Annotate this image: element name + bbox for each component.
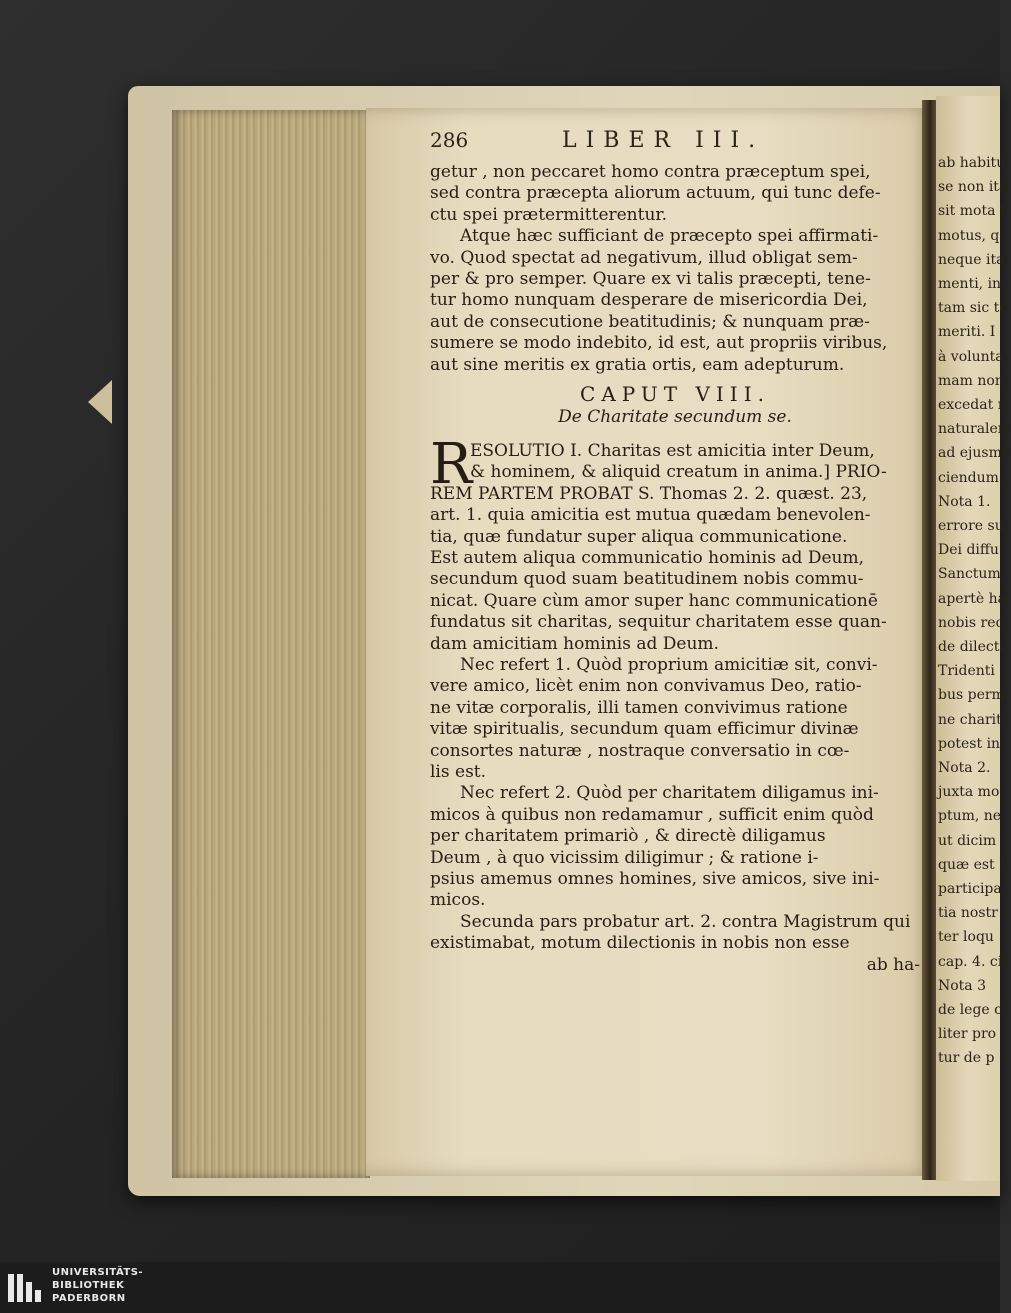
text-line: existimabat, motum dilectionis in nobis non esse [430,933,850,954]
facing-page-line: de dilecti [938,639,1004,655]
page-text [430,162,920,976]
facing-page-line: ab habitu [938,155,1006,171]
facing-page-line: sit mota t [938,203,1006,220]
facing-page-line: ptum, ne [938,808,1002,825]
facing-page-line: menti, in [938,276,1002,292]
facing-page-line: neque ita [938,251,1005,268]
text-line: consortes naturæ , nostraque conversatio in cœ- [430,740,850,761]
facing-page-line: bus perm [938,687,1005,704]
facing-page-line: Dei diffu [938,542,999,559]
facing-page-line: Nota 2. [938,760,991,776]
text-line: aut sine meritis ex gratia ortis, eam adepturum. [430,354,845,375]
text-line: Nec refert 2. Quòd per charitatem diligamus ini- [460,783,879,804]
facing-page-line: excedat n [938,397,1007,413]
logo-line: BIBLIOTHEK [52,1280,125,1291]
running-title: LIBER III. [562,128,765,153]
text-line: REM PARTEM PROBAT S. Thomas 2. 2. quæst. 23, [430,483,868,504]
text-line: vere amico, licèt enim non convivamus Deo, ratio- [430,676,862,697]
page-stack-edge [172,110,370,1178]
logo-line: PADERBORN [52,1293,126,1304]
facing-page-line: Tridenti [938,663,995,680]
facing-page-line: de lege c [938,1002,1002,1018]
library-logo-icon [6,1268,46,1308]
text-line: vo. Quod spectat ad negativum, illud obligat sem- [430,247,858,268]
facing-page-line: cap. 4. cir [938,953,1009,970]
text-line: art. 1. quia amicitia est mutua quædam benevolen- [430,505,871,526]
text-line: micos. [430,890,486,911]
paragraph-nec-refert-1 [430,655,920,783]
text-line: Deum , à quo vicissim diligimur ; & ratione i- [430,847,819,868]
facing-page-line: tam sic to [938,300,1008,317]
facing-page-line: ter loqu [938,929,994,946]
catchword: ab ha- [866,954,920,975]
facing-page-fragment [936,96,1011,1181]
text-line: ne vitæ corporalis, illi tamen convivimus ratione [430,697,848,718]
text-line: micos à quibus non redamamur , sufficit enim quòd [430,804,874,825]
text-line: tia, quæ fundatur super aliqua communicatione. [430,526,848,547]
facing-page-line: ciendum. [938,469,1004,486]
text-line: dam amicitiam hominis ad Deum. [430,633,719,654]
text-line: sumere se modo indebito, id est, aut propriis viribus, [430,333,888,354]
text-line: secundum quod suam beatitudinem nobis commu- [430,569,864,590]
text-line: & hominem, & aliquid creatum in anima.] PRIO- [470,462,887,483]
facing-page-line: Nota 3 [938,977,987,994]
paragraph-nec-refert-2 [430,783,920,911]
facing-page-line: apertè ha [938,590,1007,607]
drop-cap: R [430,431,473,497]
text-line: getur , non peccaret homo contra præceptum spei, [430,162,871,182]
page-number: 286 [430,128,469,152]
page-header [430,128,920,158]
facing-page-line: ad ejusmo [938,445,1011,462]
logo-line: UNIVERSITÄTS- [52,1267,144,1278]
text-line: per & pro semper. Quare ex vi talis præcepti, tene- [430,269,871,290]
facing-page-line: meriti. I [938,324,996,341]
paragraph-resolutio [430,431,920,655]
facing-page-line: liter pro [938,1026,997,1043]
text-line: Secunda pars probatur art. 2. contra Magistrum qui [460,911,911,932]
facing-page-line: tia nostr [938,905,998,922]
text-line: nicat. Quare cùm amor super hanc communicationē [430,590,878,611]
text-line: tur homo nunquam desperare de misericordia Dei, [430,290,868,311]
paragraph-secunda [430,912,920,976]
paragraph-continuation [430,162,920,226]
facing-page-line: Sanctum [938,566,1001,583]
facing-page-line: ut dicim [938,832,997,849]
facing-page-line: Nota 1. [938,493,991,510]
facing-page-line: naturalem [938,421,1011,438]
facing-page-line: potest in [938,735,1001,752]
text-line: aut de consecutione beatitudinis; & nunquam præ- [430,311,870,332]
facing-page-line: tur de p [938,1050,995,1067]
text-line: vitæ spiritualis, secundum quam efficimur divinæ [430,719,859,740]
text-line: Nec refert 1. Quòd proprium amicitiæ sit, convi- [460,654,878,675]
facing-page-line: motus, q [938,227,1000,244]
facing-page-line: ne charit [938,711,1002,728]
chapter-subheading: De Charitate secundum se. [558,407,792,428]
library-logo-text [52,1266,143,1305]
text-line: sed contra præcepta aliorum actuum, qui tunc defe- [430,183,881,204]
chapter-heading: CAPUT VIII. [580,382,770,407]
paragraph-atque [430,226,920,376]
facing-page-line: nobis rec [938,614,1004,631]
facing-page-line: juxta mo [938,784,1000,801]
bookmark-tab [88,380,112,424]
text-line: Est autem aliqua communicatio hominis ad Deum, [430,547,864,568]
text-line: ctu spei prætermitterentur. [430,204,668,225]
facing-page-line: quæ est I [938,856,1005,873]
facing-page-line: participa [938,881,1002,897]
text-line: lis est. [430,761,487,782]
text-line: ESOLUTIO I. Charitas est amicitia inter Deum, [470,440,875,461]
text-line: psius amemus omnes homines, sive amicos, sive ini- [430,869,880,889]
facing-page-line: mam non [938,372,1004,389]
text-line: per charitatem primariò , & directè diligamus [430,826,826,847]
text-line: Atque hæc sufficiant de præcepto spei affirmati- [460,226,879,247]
footer-bar [0,1262,1000,1313]
text-line: fundatus sit charitas, sequitur charitatem esse quan- [430,612,887,633]
facing-page-line: se non ita [938,179,1008,196]
facing-page-line: errore su [938,518,1004,534]
facing-page-line: à volunta [938,348,1004,365]
